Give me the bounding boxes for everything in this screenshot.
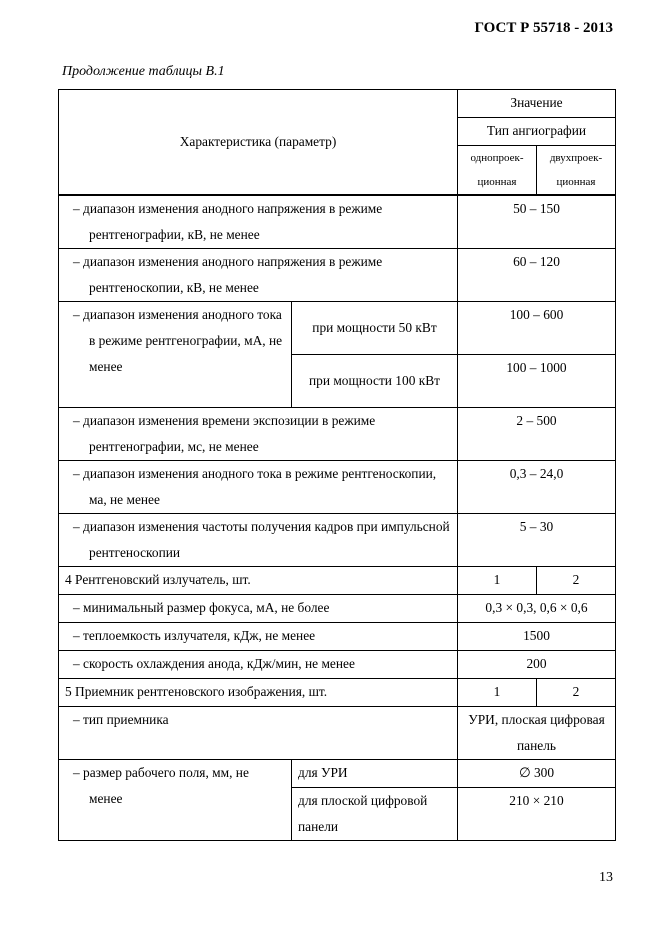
param-cell: – диапазон изменения анодного напряжения в режиме рентгеноскопии, кВ, не менее xyxy=(59,249,458,302)
value-cell: 5 – 30 xyxy=(458,514,616,567)
param-cell: – теплоемкость излучателя, кДж, не менее xyxy=(59,623,458,651)
value-cell-single: 1 xyxy=(458,679,537,707)
table-row xyxy=(59,707,616,760)
param-cell: – диапазон изменения анодного тока в режиме рентгеноскопии, ма, не менее xyxy=(59,461,458,514)
param-cell: 4 Рентгеновский излучатель, шт. xyxy=(59,567,458,595)
header-value: Значение xyxy=(458,90,616,118)
table-row xyxy=(59,514,616,567)
param-cell: – диапазон изменения анодного тока в режиме рентгенографии, мА, не менее xyxy=(59,302,292,408)
table-row xyxy=(59,679,616,707)
value-cell-single: 1 xyxy=(458,567,537,595)
sub-condition-cell: для плоской цифровой панели xyxy=(292,788,458,841)
value-cell: 100 – 600 xyxy=(458,302,616,355)
table-caption: Продолжение таблицы В.1 xyxy=(62,64,225,79)
value-cell: 200 xyxy=(458,651,616,679)
value-cell: 210 × 210 xyxy=(458,788,616,841)
table-row xyxy=(59,760,616,788)
table-row xyxy=(59,623,616,651)
value-cell: 100 – 1000 xyxy=(458,355,616,408)
param-cell: – размер рабочего поля, мм, не менее xyxy=(59,760,292,841)
sub-condition-cell: при мощности 50 кВт xyxy=(292,302,458,355)
value-cell: 2 – 500 xyxy=(458,408,616,461)
value-cell: 1500 xyxy=(458,623,616,651)
header-angio-type: Тип ангиографии xyxy=(458,118,616,146)
table-row xyxy=(59,302,616,355)
spec-table xyxy=(58,89,616,841)
value-cell: 50 – 150 xyxy=(458,195,616,249)
table-header-row xyxy=(59,90,616,118)
table-row xyxy=(59,595,616,623)
table-row xyxy=(59,461,616,514)
value-cell: 0,3 × 0,3, 0,6 × 0,6 xyxy=(458,595,616,623)
param-cell: 5 Приемник рентгеновского изображения, шт. xyxy=(59,679,458,707)
table-row xyxy=(59,567,616,595)
param-cell: – диапазон изменения частоты получения кадров при импульсной рентгеноскопии xyxy=(59,514,458,567)
standard-code: ГОСТ Р 55718 - 2013 xyxy=(474,20,613,36)
param-cell: – минимальный размер фокуса, мА, не более xyxy=(59,595,458,623)
param-cell: – диапазон изменения анодного напряжения в режиме рентгенографии, кВ, не менее xyxy=(59,195,458,249)
page-number: 13 xyxy=(599,870,613,885)
table-row xyxy=(59,408,616,461)
param-cell: – диапазон изменения времени экспозиции в режиме рентгенографии, мс, не менее xyxy=(59,408,458,461)
value-cell-double: 2 xyxy=(537,679,616,707)
value-cell-double: 2 xyxy=(537,567,616,595)
header-single-projection: однопроек- ционная xyxy=(458,146,537,196)
header-double-projection: двухпроек- ционная xyxy=(537,146,616,196)
value-cell: 0,3 – 24,0 xyxy=(458,461,616,514)
table-row xyxy=(59,651,616,679)
sub-condition-cell: для УРИ xyxy=(292,760,458,788)
param-cell: – скорость охлаждения анода, кДж/мин, не менее xyxy=(59,651,458,679)
header-param: Характеристика (параметр) xyxy=(59,90,458,196)
value-cell: ∅ 300 xyxy=(458,760,616,788)
value-cell: УРИ, плоская цифровая панель xyxy=(458,707,616,760)
param-cell: – тип приемника xyxy=(59,707,458,760)
value-cell: 60 – 120 xyxy=(458,249,616,302)
table-row xyxy=(59,195,616,249)
table-row xyxy=(59,249,616,302)
sub-condition-cell: при мощности 100 кВт xyxy=(292,355,458,408)
